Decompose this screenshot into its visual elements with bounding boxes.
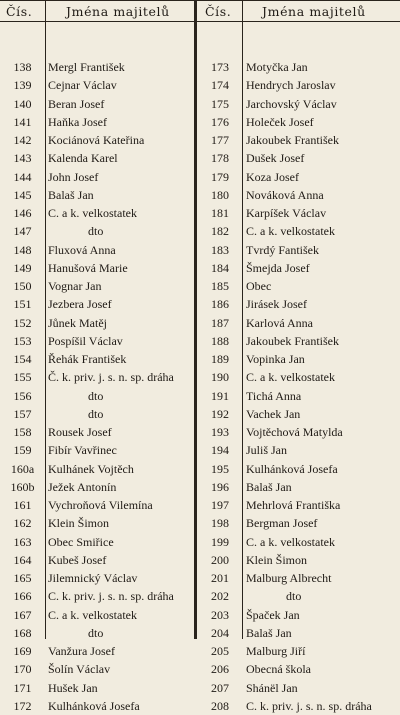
right-owner-name: Jakoubek František: [246, 333, 339, 348]
left-number: 147: [13, 224, 32, 239]
right-owner-name: Jirásek Josef: [246, 297, 307, 312]
table-row: [0, 642, 400, 660]
table-row: [0, 624, 400, 642]
right-owner-name: Koza Josef: [246, 169, 299, 184]
left-owner-name: Vognar Jan: [48, 279, 102, 293]
right-number: 176: [211, 114, 229, 129]
left-number: 171: [13, 680, 32, 695]
left-number: 144: [13, 169, 32, 184]
table-row: [0, 387, 400, 405]
left-owner-name: dto: [88, 625, 104, 640]
left-owner-name: Obec Smiřice: [48, 534, 114, 549]
right-owner-name: Tichá Anna: [246, 388, 302, 403]
right-owner-name: C. a k. velkostatek: [246, 224, 335, 239]
right-owner-name: C. a k. velkostatek: [246, 370, 335, 385]
table-row: [0, 95, 400, 113]
right-number: 197: [211, 498, 229, 512]
left-number: 149: [13, 260, 32, 275]
right-owner-name: Karpíšek Václav: [246, 206, 327, 220]
left-number: 169: [13, 644, 32, 658]
right-owner-name: dto: [286, 589, 302, 604]
right-number: 183: [211, 242, 229, 257]
table-row: [0, 314, 400, 332]
right-owner-name: Jakoubek František: [246, 133, 339, 147]
left-owner-name: Vychroňová Vilemína: [48, 498, 153, 512]
left-owner-name: Vanžura Josef: [48, 644, 115, 658]
right-owner-name: Nováková Anna: [246, 187, 324, 202]
right-owner-name: C. k. priv. j. s. n. sp. dráha: [246, 698, 372, 713]
left-owner-name: Hanušová Marie: [48, 260, 128, 275]
left-owner-name: dto: [88, 388, 104, 403]
right-number: 192: [211, 406, 229, 421]
right-number: 187: [211, 315, 229, 330]
left-number: 138: [13, 60, 32, 74]
right-number: 185: [211, 279, 229, 293]
table-row: [0, 569, 400, 587]
table-row: [0, 423, 400, 441]
right-number: 203: [211, 607, 229, 622]
left-number: 142: [13, 133, 32, 147]
right-owner-name: Bergman Josef: [246, 516, 318, 531]
left-number: 167: [13, 607, 32, 622]
left-owner-name: Haňka Josef: [48, 114, 107, 129]
right-number: 193: [211, 425, 229, 439]
table-row: [0, 514, 400, 532]
right-number: 179: [211, 169, 229, 184]
right-number: 206: [211, 662, 229, 677]
right-number: 200: [211, 552, 229, 567]
right-owner-name: Šmejda Josef: [246, 260, 310, 275]
table-row: [0, 259, 400, 277]
left-number: 148: [13, 242, 32, 257]
table-row: [0, 587, 400, 605]
right-owner-name: Vojtěchová Matylda: [246, 425, 343, 439]
left-number: 140: [13, 96, 32, 111]
table-row: [0, 186, 400, 204]
table-row: [0, 679, 400, 697]
left-owner-name: dto: [88, 224, 104, 239]
right-number: 182: [211, 224, 229, 239]
right-owner-name: Malburg Albrecht: [246, 571, 332, 585]
left-number: 161: [13, 498, 32, 512]
left-number: 160b: [10, 479, 35, 494]
right-number: 186: [211, 297, 229, 312]
left-number: 143: [13, 151, 32, 166]
left-number: 164: [13, 552, 32, 567]
table-row: [0, 168, 400, 186]
table-row: [0, 295, 400, 313]
right-owner-name: Karlová Anna: [246, 315, 313, 330]
right-number: 184: [211, 260, 229, 275]
left-owner-name: Šolín Václav: [48, 662, 111, 677]
left-number: 156: [13, 388, 32, 403]
right-number: 175: [211, 96, 229, 111]
right-owner-name: Obec: [246, 279, 272, 293]
right-owner-name: Motyčka Jan: [246, 60, 308, 74]
right-number: 181: [211, 206, 229, 220]
left-owner-name: Kulhánková Josefa: [48, 698, 140, 713]
table-row: [0, 113, 400, 131]
right-owner-name: Hendrych Jaroslav: [246, 78, 336, 93]
left-number: 172: [13, 698, 32, 713]
right-number: 173: [211, 60, 229, 74]
table-row: [0, 496, 400, 514]
right-number: 201: [211, 571, 229, 585]
table-body: [0, 58, 400, 715]
left-number: 162: [13, 516, 32, 531]
table-row: [0, 350, 400, 368]
right-owner-name: Tvrdý Fantišek: [246, 242, 319, 257]
right-number: 194: [211, 443, 229, 458]
right-number: 202: [211, 589, 229, 604]
right-owner-name: Balaš Jan: [246, 625, 292, 640]
right-owner-name: Klein Šimon: [246, 552, 308, 567]
left-owner-name: Řehák František: [48, 352, 127, 366]
table-row: [0, 441, 400, 459]
table-header: [0, 0, 400, 22]
table-row: [0, 131, 400, 149]
table-row: [0, 478, 400, 496]
right-owner-name: Špaček Jan: [246, 607, 300, 622]
left-number: 166: [13, 589, 32, 604]
right-owner-name: Obecná škola: [246, 662, 311, 677]
right-number: 199: [211, 534, 229, 549]
right-owner-name: Kulhánková Josefa: [246, 461, 338, 476]
left-owner-name: Balaš Jan: [48, 187, 94, 202]
right-owner-name: Balaš Jan: [246, 479, 292, 494]
left-number: 145: [13, 187, 32, 202]
left-number: 163: [13, 534, 32, 549]
left-number: 158: [13, 425, 32, 439]
right-owner-name: Shánël Jan: [246, 680, 298, 695]
table-row: [0, 76, 400, 94]
table-row: [0, 149, 400, 167]
right-number: 196: [211, 479, 229, 494]
left-owner-name: Fluxová Anna: [48, 242, 116, 257]
left-number: 170: [13, 662, 32, 677]
table-row: [0, 204, 400, 222]
table-row: [0, 58, 400, 76]
right-number: 208: [211, 698, 229, 713]
right-owner-name: Malburg Jiří: [246, 644, 306, 658]
right-owner-name: Dušek Josef: [246, 151, 305, 166]
header-name-right: Jména majitelů: [262, 4, 366, 19]
left-owner-name: C. a k. velkostatek: [48, 607, 137, 622]
left-owner-name: Cejnar Václav: [48, 78, 117, 93]
table-row: [0, 460, 400, 478]
table-row: [0, 697, 400, 715]
right-owner-name: C. a k. velkostatek: [246, 534, 335, 549]
left-owner-name: Kalenda Karel: [48, 151, 118, 166]
right-owner-name: Holeček Josef: [246, 114, 314, 129]
table-row: [0, 277, 400, 295]
table-row: [0, 332, 400, 350]
table-row: [0, 660, 400, 678]
left-number: 160a: [10, 461, 35, 476]
left-owner-name: C. k. priv. j. s. n. sp. dráha: [48, 589, 174, 604]
left-number: 151: [13, 297, 32, 312]
right-number: 198: [211, 516, 229, 531]
right-owner-name: Jarchovský Václav: [246, 96, 337, 111]
left-number: 168: [13, 625, 32, 640]
left-owner-name: C. a k. velkostatek: [48, 206, 137, 220]
right-number: 180: [211, 187, 229, 202]
right-number: 178: [211, 151, 229, 166]
left-owner-name: Hušek Jan: [48, 680, 98, 695]
left-number: 152: [13, 315, 32, 330]
left-number: 146: [13, 206, 32, 220]
table-row: [0, 241, 400, 259]
left-owner-name: Rousek Josef: [48, 425, 112, 439]
right-number: 207: [211, 680, 229, 695]
right-number: 174: [211, 78, 229, 93]
header-number-right: Čís.: [205, 4, 232, 19]
right-number: 191: [211, 388, 229, 403]
left-owner-name: Č. k. priv. j. s. n. sp. dráha: [48, 370, 174, 385]
left-owner-name: Pospíšil Václav: [48, 333, 123, 348]
table-row: [0, 405, 400, 423]
left-number: 153: [13, 333, 32, 348]
left-owner-name: Mergl František: [48, 60, 125, 74]
header-number-left: Čís.: [6, 4, 33, 19]
left-owner-name: Fibír Vavřinec: [48, 443, 117, 458]
left-owner-name: Kubeš Josef: [48, 552, 107, 567]
right-number: 177: [211, 133, 229, 147]
right-number: 188: [211, 333, 229, 348]
table-row: [0, 368, 400, 386]
left-owner-name: Kulhánek Vojtěch: [48, 461, 134, 476]
right-number: 189: [211, 352, 229, 366]
left-number: 165: [13, 571, 32, 585]
left-owner-name: Jilemnický Václav: [48, 571, 138, 585]
right-owner-name: Juliš Jan: [246, 443, 288, 458]
left-number: 159: [13, 443, 32, 458]
left-owner-name: Ježek Antonín: [48, 479, 117, 494]
left-owner-name: Jezbera Josef: [48, 297, 112, 312]
left-number: 139: [13, 78, 32, 93]
left-owner-name: Klein Šimon: [48, 516, 110, 531]
table-row: [0, 551, 400, 569]
left-owner-name: Jůnek Matěj: [48, 315, 107, 330]
left-owner-name: dto: [88, 406, 104, 421]
table-row: [0, 222, 400, 240]
left-number: 157: [13, 406, 32, 421]
right-owner-name: Vopinka Jan: [246, 352, 305, 366]
right-owner-name: Vachek Jan: [246, 406, 301, 421]
left-number: 154: [13, 352, 32, 366]
right-number: 195: [211, 461, 229, 476]
header-name-left: Jména majitelů: [66, 4, 170, 19]
table-row: [0, 533, 400, 551]
right-number: 204: [211, 625, 229, 640]
left-number: 150: [13, 279, 32, 293]
right-owner-name: Mehrlová Františka: [246, 498, 341, 512]
table-row: [0, 606, 400, 624]
left-owner-name: Beran Josef: [48, 96, 105, 111]
left-owner-name: John Josef: [48, 169, 99, 184]
left-owner-name: Kociánová Kateřina: [48, 133, 145, 147]
right-number: 205: [211, 644, 229, 658]
left-number: 155: [13, 370, 32, 385]
right-number: 190: [211, 370, 229, 385]
left-number: 141: [13, 114, 32, 129]
